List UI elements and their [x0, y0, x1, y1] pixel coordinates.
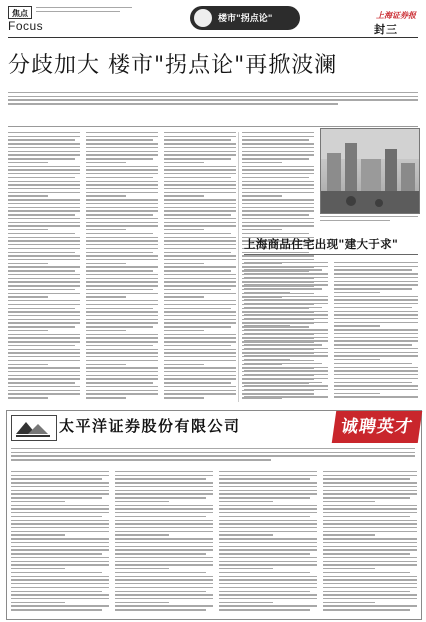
ad-column-2 [115, 471, 213, 615]
second-article-column-2 [334, 262, 418, 402]
section-chip-box [8, 6, 32, 19]
article-column-1 [8, 132, 80, 402]
second-article-column-1 [244, 262, 328, 402]
section-word: Focus [8, 19, 44, 33]
article-column-3 [164, 132, 236, 402]
ad-intro [11, 448, 415, 466]
lead-divider [8, 126, 418, 127]
recruitment-ad [6, 410, 422, 620]
ad-company-name: 太平洋证券股份有限公司 [59, 417, 241, 435]
ad-column-1 [11, 471, 109, 615]
logo-icon [12, 416, 56, 440]
masthead [8, 4, 418, 40]
section-banner [190, 6, 300, 30]
ad-banner [7, 411, 421, 443]
ad-recruit-badge: 诚聘英才 [332, 411, 422, 443]
main-headline: 分歧加大 楼市"拐点论"再掀波澜 [8, 53, 338, 78]
article-column-2 [86, 132, 158, 402]
news-photo [320, 128, 420, 214]
masthead-info-lines [36, 7, 136, 19]
page-label: 封三 [374, 23, 398, 36]
banner-emblem [194, 9, 212, 27]
second-headline-rule [244, 254, 418, 255]
column-divider [238, 132, 239, 402]
photo-caption [320, 216, 418, 226]
second-headline: 上海商品住宅出现"建大于求" [244, 237, 399, 251]
ad-column-4 [323, 471, 417, 615]
section-chip: 焦点 [12, 9, 28, 18]
company-logo [11, 415, 57, 441]
lead-paragraph [8, 92, 418, 122]
photo-illustration [321, 129, 419, 213]
publication-name: 上海证券报 [376, 11, 416, 20]
header-rule [8, 37, 418, 38]
banner-text: 楼市"拐点论" [218, 14, 273, 24]
ad-column-3 [219, 471, 317, 615]
